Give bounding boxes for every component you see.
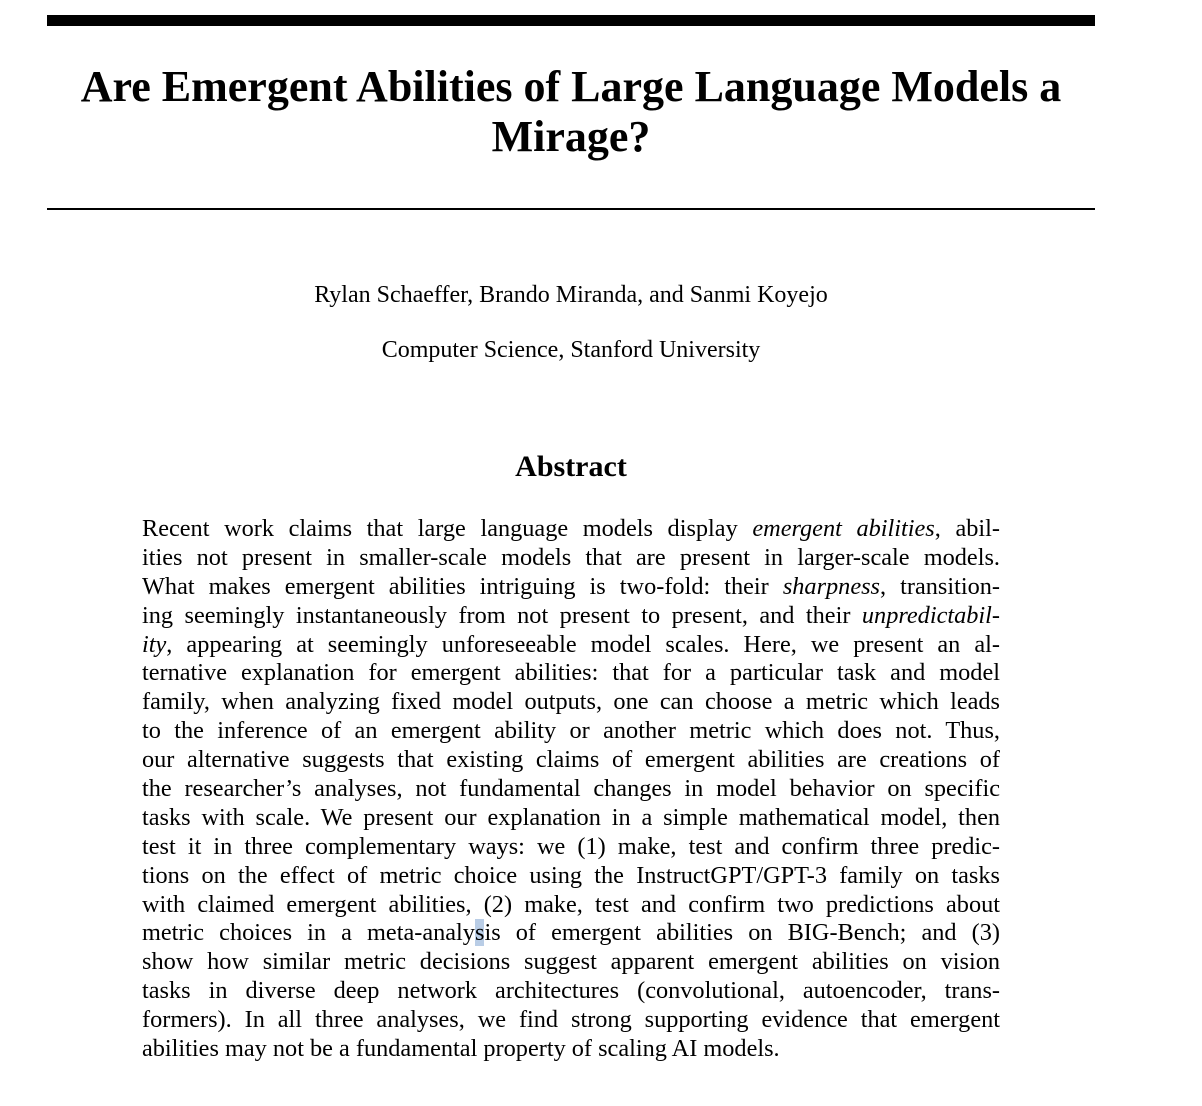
paper-title-line-1: Are Emergent Abilities of Large Language Models a (80, 62, 1062, 111)
abstract-text-run: , abil- (934, 515, 1000, 542)
abstract-line: to the inference of an emergent ability or another metric which does not. Thus, (142, 717, 1000, 745)
abstract-heading: Abstract (515, 450, 627, 483)
header-thin-rule (47, 208, 1095, 210)
abstract-text-run: ing seemingly instantaneously from not present to present, and their (142, 601, 862, 629)
emphasis-sharpness: sharpness (782, 572, 881, 600)
abstract-text-run: , transition- (880, 572, 1000, 600)
emphasis-unpredictability-end: ity (142, 630, 167, 658)
abstract-line: test it in three complementary ways: we (1) make, test and confirm three predic- (142, 832, 1000, 860)
paper-title-line-2: Mirage? (491, 112, 651, 161)
abstract-text-run: , appearing at seemingly unforeseeable model scales. Here, we present an al- (166, 630, 1000, 658)
emphasis-emergent-abilities: emergent abilities (752, 515, 935, 542)
abstract-line: tions on the effect of metric choice using the InstructGPT/GPT-3 family on tasks (142, 861, 1000, 889)
abstract-line: family, when analyzing fixed model outputs, one can choose a metric which leads (142, 688, 1000, 716)
abstract-line: abilities may not be a fundamental property of scaling AI models. (142, 1035, 780, 1063)
abstract-line (142, 602, 1000, 631)
abstract-line (142, 573, 1000, 602)
abstract-text-run: What makes emergent abilities intriguing is two-fold: their (142, 572, 783, 600)
abstract-line: show how similar metric decisions suggest apparent emergent abilities on vision (142, 948, 1000, 976)
author-affiliation: Computer Science, Stanford University (381, 337, 761, 363)
abstract-text (142, 515, 1000, 1064)
author-list: Rylan Schaeffer, Brando Miranda, and Sanmi Koyejo (314, 282, 828, 308)
abstract-text-run: Recent work claims that large language models display (142, 515, 753, 542)
abstract-text-run: is of emergent abilities on BIG-Bench; and (3) (484, 919, 1000, 947)
abstract-line: tasks in diverse deep network architectures (convolutional, autoencoder, trans- (142, 977, 1000, 1005)
emphasis-unpredictability: unpredictabil- (861, 601, 1000, 629)
paper-title (47, 62, 1095, 162)
abstract-text-run: metric choices in a meta-analy (142, 919, 475, 947)
abstract-line (142, 631, 1000, 660)
header-thick-rule (47, 15, 1095, 26)
abstract-line: tasks with scale. We present our explanation in a simple mathematical model, then (142, 803, 1000, 831)
text-selection-highlight[interactable]: s (474, 919, 485, 947)
abstract-line (142, 515, 1000, 544)
abstract-line: with claimed emergent abilities, (2) make, test and confirm two predictions about (142, 890, 1000, 918)
abstract-line: our alternative suggests that existing claims of emergent abilities are creations of (142, 746, 1000, 774)
abstract-line: formers). In all three analyses, we find strong supporting evidence that emergent (142, 1006, 1000, 1034)
abstract-line[interactable] (142, 919, 1000, 948)
abstract-line: the researcher’s analyses, not fundamental changes in model behavior on specific (142, 775, 1000, 803)
abstract-line: ternative explanation for emergent abilities: that for a particular task and model (142, 659, 1000, 687)
abstract-line: ities not present in smaller-scale models that are present in larger-scale models. (142, 543, 1000, 571)
